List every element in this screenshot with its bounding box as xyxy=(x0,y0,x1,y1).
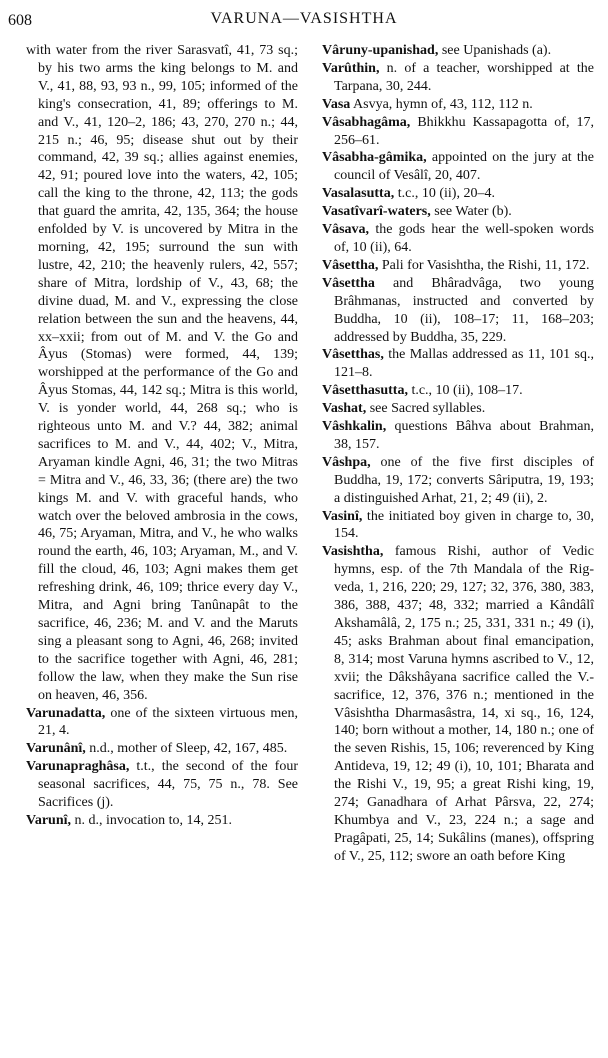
entry-headword: Varunadatta, xyxy=(26,705,106,721)
entry-headword: Vashat, xyxy=(322,401,367,417)
entry-text: and Bhâradvâga, two young Brâhmanas, instructed and converted by Buddha, 10 (ii), 108–17; 11, 168–203; addressed by Buddha, 35, 229. xyxy=(334,275,594,345)
entry-text: with water from the river Sarasvatî, 41, 73 sq.; by his two arms the king belongs to M. and V., 41, 88, 93, 93 n., 99, 105; informed of the king's consecration, 41, 89; offerings to M. and V., 41, 120–2, 186; 43, 270, 270 n.; 44, 215 n.; 46, 95; disease shut out by their command, 42, 39 sq.; allies against enemies, 42, 91; poured love into the waters, 42, 105; call the king to the throne, 42, 113; the gods that guard the amrita, 42, 135, 364; the house enfolded by V. is uncovered by Mitra in the morning, 42, 195; surround the sun with lustre, 42, 210; the heavenly rulers, 42, 557; share of Mitra, lordship of V., 43, 68; the divine duad, M. and V., expressing the close relation between the sun and the heavens, 44, xx–xxii; from out of M. and V. the Go and Âyus (Stomas) were formed, 44, 139; worshipped at the performance of the Go and Âyus Stomas, 44, 142 sq.; Mitra is this world, V. is yonder world, 44, 268 sq.; who is righteous unto M. and V.? 44, 382; animal sacrifices to M. and V., 44, 402; V., Mitra, Aryaman kindle Agni, 46, 31; the two Mitras = Mitra and V., 46, 33, 36; (there are) the two kings M. and V. with graceful hands, who watch over the beloved ambrosia in the cows, 46, 75; Aryaman, Mitra, and V., he who walks round the earth, 46, 103; Aryaman, M., and V. fill the cloud, 46, 103; Agni makes them get refreshing drink, 46, 109; thrice every day V., Mitra, and Agni bring Tanûnapât to the sacrifice, 46, 236; M. and V. and the Maruts sing a pleasant song to Agni, 46, 268; invited to the sacrifice together with Agni, 46, 281; follow the law, when they make the Sun rise on heaven, 46, 356. xyxy=(26,43,298,703)
entry-text: the gods hear the well-spoken words of, 10 (ii), 64. xyxy=(334,222,594,255)
left-column xyxy=(26,42,298,830)
entry-text: the Mallas addressed as 11, 101 sq., 121–8. xyxy=(334,347,594,381)
index-entry xyxy=(26,42,298,705)
index-entry xyxy=(322,508,594,544)
index-entry xyxy=(322,221,594,257)
entry-text: see Water (b). xyxy=(430,204,512,220)
right-column xyxy=(322,42,594,866)
index-entry xyxy=(322,454,594,508)
index-entry xyxy=(322,346,594,382)
entry-text: t.c., 10 (ii), 108–17. xyxy=(407,383,523,399)
index-entry xyxy=(26,812,298,830)
entry-headword: Vasinî, xyxy=(322,508,363,524)
entry-text: the initiated boy given in charge to, 30, 154. xyxy=(334,508,594,542)
entry-headword: Vâsabha-gâmika, xyxy=(322,150,427,166)
entry-text: Bhikkhu Kassapagotta of, 17, 256–61. xyxy=(334,114,594,148)
entry-headword: Vasa xyxy=(322,96,351,112)
entry-text: see Sacred syllables. xyxy=(366,401,486,417)
entry-text: t.t., the second of the four seasonal sacrifices, 44, 75, 75 n., 78. See Sacrifices (j). xyxy=(38,759,298,811)
entry-headword: Vâsabhagâma, xyxy=(322,114,411,130)
index-entry xyxy=(322,257,594,275)
index-entry xyxy=(322,42,594,60)
page-number: 608 xyxy=(8,12,32,29)
entry-text: see Upanishads (a). xyxy=(438,43,552,58)
entry-headword: Varûthin, xyxy=(322,60,380,76)
index-entry xyxy=(322,96,594,114)
index-entry xyxy=(322,185,594,203)
entry-text: one of the five first disciples of Buddha, 19, 172; converts Sâriputra, 19, 193; a distinguished Arhat, 21, 2; 49 (ii), 2. xyxy=(334,454,594,506)
entry-text: n. of a teacher, worshipped at the Tarpana, 30, 244. xyxy=(334,60,594,94)
entry-text: Pali for Vasishtha, the Rishi, 11, 172. xyxy=(378,257,590,273)
index-entry xyxy=(322,418,594,454)
entry-text: famous Rishi, author of Vedic hymns, esp. of the 7th Mandala of the Rig-veda, 1, 216, 220; 29, 127; 32, 376, 380, 383, 386, 388, 437; 48, 332; married a Kândâlî Akshamâlâ, 2, 175 n.; 25, 331, 331 n.; 49 (i), 45; asks Brahman about final emancipation, 8, 314; most Varuna hymns ascribed to V., 12, xvii; the Dâkshâyana sacrifice called the V.-sacrifice, 12, 376, 376 n.; mentioned in the Vâsishtha Dharmasâstra, 14, xi sq., 16, 124, 140; born without a mother, 14, 180 n.; one of the seven Rishis, 15, 106; reverenced by King Antideva, 19, 12; 49 (i), 10, 101; Bharata and the Rishi V., 19, 95; a great Rishi king, 19, 274; Ganadhara of Arhat Pârsva, 22, 274; Khumbya and V., 23, 224 n.; a sage and Pragâpati, 25, 14; Sukâlins (manes), offspring of V., 25, 112; swore an oath before King xyxy=(334,544,594,864)
running-title: VARUNA—VASISHTHA xyxy=(210,10,398,27)
index-entry xyxy=(322,149,594,185)
entry-text: Asvya, hymn of, 43, 112, 112 n. xyxy=(350,96,533,112)
entry-headword: Vasatîvarî-waters, xyxy=(322,204,431,220)
entry-text: questions Bâhva about Brahman, 38, 157. xyxy=(334,419,594,452)
entry-headword: Vâsettha, xyxy=(322,257,379,273)
entry-headword: Varunapraghâsa, xyxy=(26,759,130,775)
page-header xyxy=(8,10,600,34)
entry-text: one of the sixteen virtuous men, 21, 4. xyxy=(38,705,298,739)
entry-headword: Varunânî, xyxy=(26,741,86,757)
entry-headword: Vâshkalin, xyxy=(322,419,387,435)
index-entry xyxy=(322,382,594,400)
entry-text: n.d., mother of Sleep, 42, 167, 485. xyxy=(85,741,288,757)
index-entry xyxy=(322,60,594,96)
entry-headword: Vasishtha, xyxy=(322,544,384,560)
entry-text: n. d., invocation to, 14, 251. xyxy=(71,812,233,828)
index-entry xyxy=(322,275,594,347)
entry-headword: Vâshpa, xyxy=(322,454,371,470)
entry-text: t.c., 10 (ii), 20–4. xyxy=(394,186,495,202)
index-entry xyxy=(322,114,594,150)
entry-headword: Vâsava, xyxy=(322,222,370,238)
entry-headword: Varunî, xyxy=(26,812,72,828)
entry-headword: Vâsetthasutta, xyxy=(322,383,408,399)
entry-headword: Vâsettha xyxy=(322,275,375,291)
index-entry xyxy=(26,705,298,741)
index-entry xyxy=(322,203,594,221)
entry-text: appointed on the jury at the council of Vesâlî, 20, 407. xyxy=(334,150,594,184)
entry-headword: Vasalasutta, xyxy=(322,186,395,202)
entry-headword: Vâruny-upanishad, xyxy=(322,43,439,58)
index-entry xyxy=(322,400,594,418)
index-entry xyxy=(26,758,298,812)
entry-headword: Vâsetthas, xyxy=(322,347,384,363)
index-entry xyxy=(322,543,594,865)
index-entry xyxy=(26,740,298,758)
